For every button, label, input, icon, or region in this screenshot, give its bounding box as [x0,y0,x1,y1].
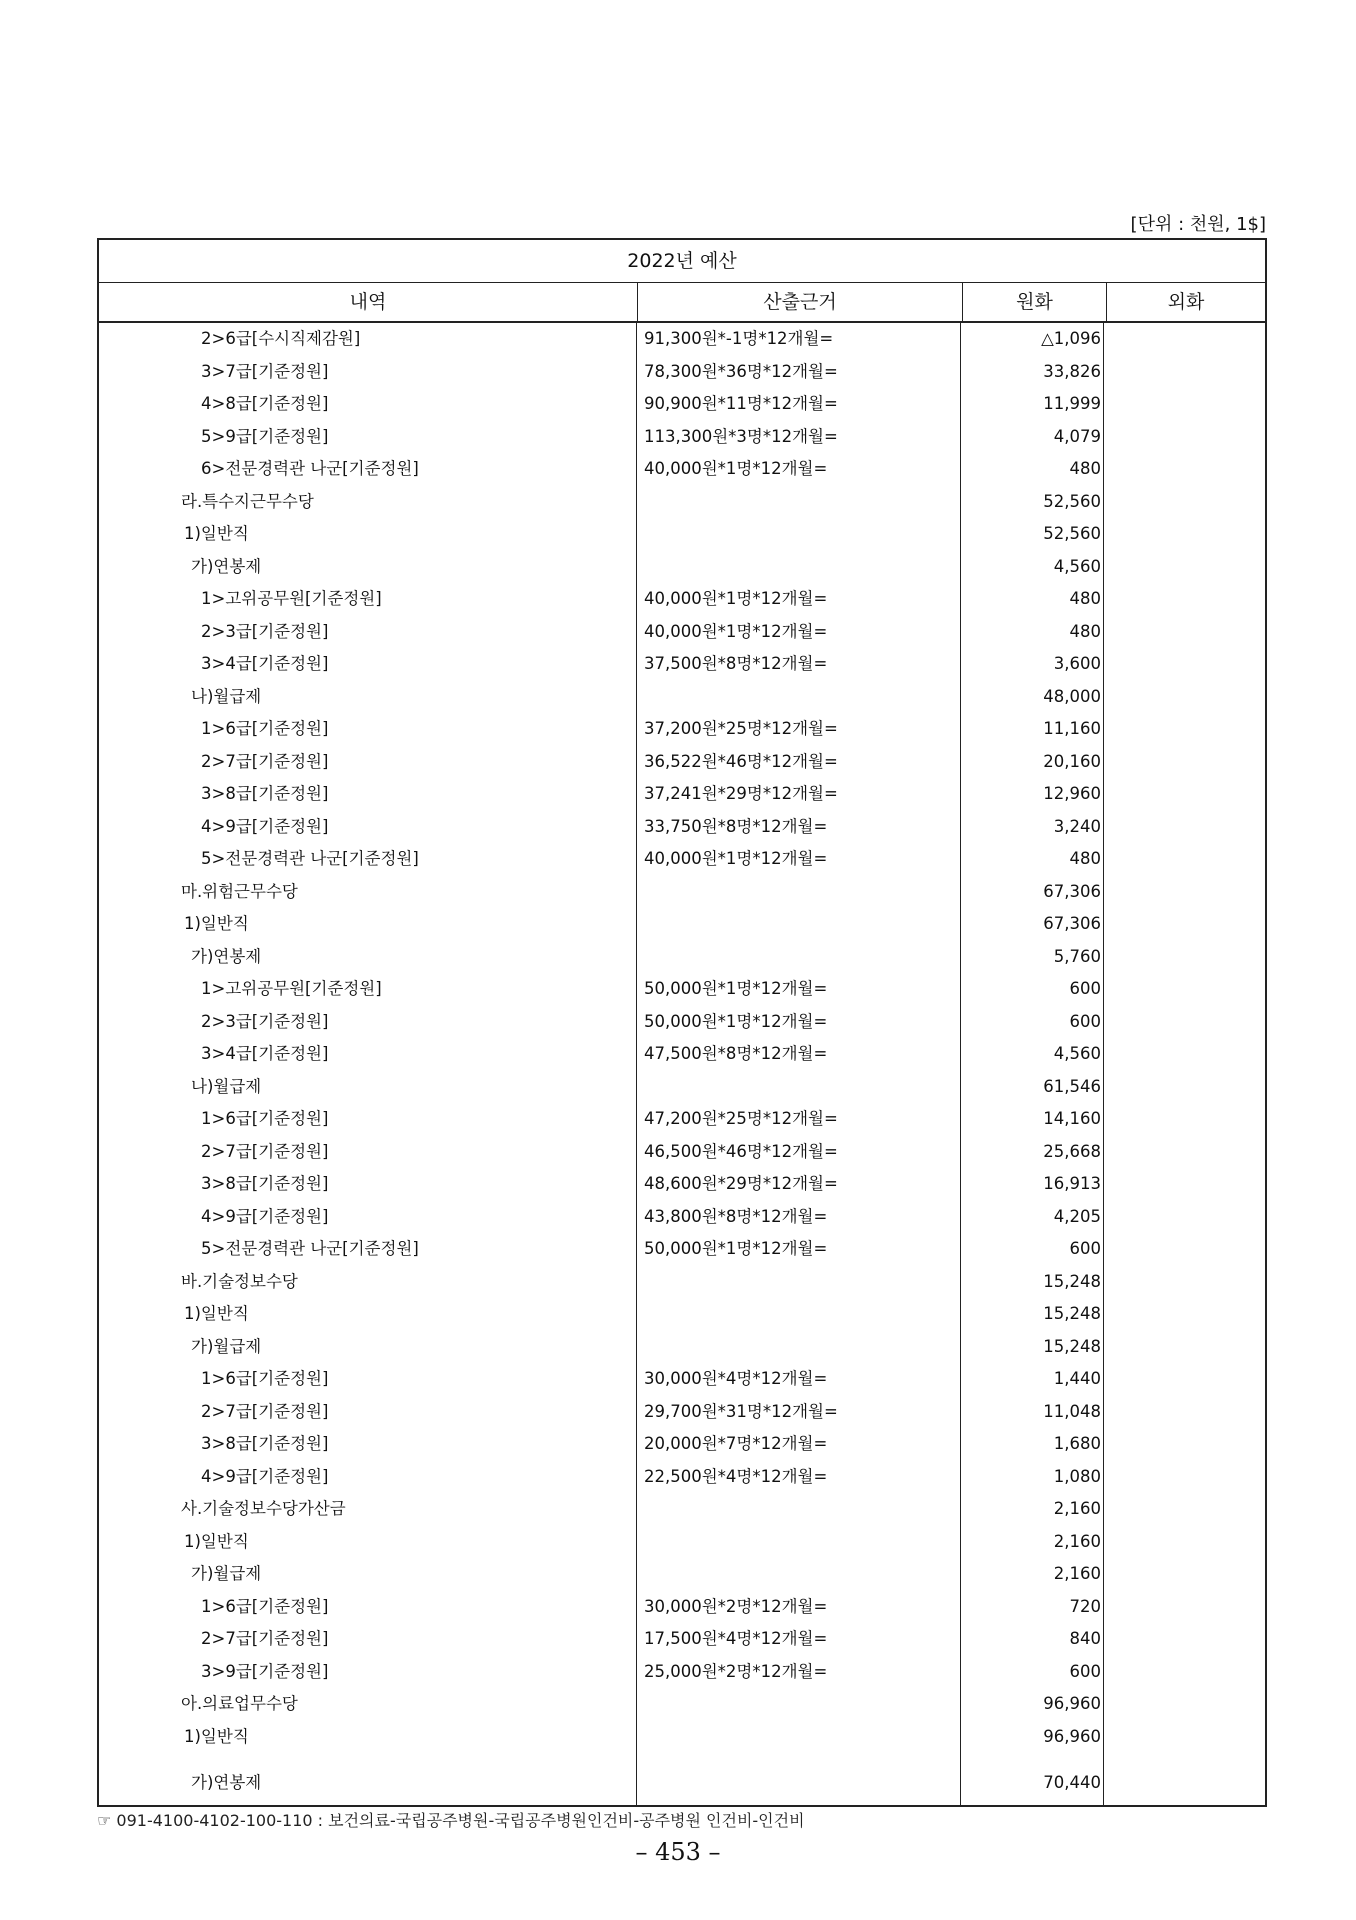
row-basis [637,876,961,909]
row-won: 61,546 [961,1071,1104,1104]
row-won: 600 [961,973,1104,1006]
table-row [99,1493,1265,1526]
row-desc: 2>3급[기준정원] [99,1006,637,1039]
row-foreign [1104,1753,1265,1805]
row-basis: 20,000원*7명*12개월= [637,1428,961,1461]
row-won: 480 [961,616,1104,649]
row-won: 720 [961,1591,1104,1624]
row-foreign [1104,746,1265,779]
row-won: 3,600 [961,648,1104,681]
row-basis: 37,500원*8명*12개월= [637,648,961,681]
row-won: 20,160 [961,746,1104,779]
row-won: 15,248 [961,1298,1104,1331]
table-row [99,616,1265,649]
table-body [99,323,1265,1805]
row-won: 16,913 [961,1168,1104,1201]
table-row [99,1656,1265,1689]
row-desc: 2>7급[기준정원] [99,1623,637,1656]
row-won: 480 [961,453,1104,486]
row-won: 1,440 [961,1363,1104,1396]
header-foreign: 외화 [1167,291,1205,313]
table-row [99,1721,1265,1754]
row-foreign [1104,941,1265,974]
row-desc: 3>8급[기준정원] [99,1428,637,1461]
row-desc: 가)연봉제 [99,551,637,584]
row-foreign [1104,1623,1265,1656]
row-won: 1,680 [961,1428,1104,1461]
row-foreign [1104,518,1265,551]
row-basis [637,1721,961,1754]
row-basis: 78,300원*36명*12개월= [637,356,961,389]
row-foreign [1104,453,1265,486]
row-desc: 1)일반직 [99,518,637,551]
row-won: 480 [961,843,1104,876]
row-basis: 48,600원*29명*12개월= [637,1168,961,1201]
row-basis [637,486,961,519]
table-header [99,283,1265,323]
row-basis: 37,200원*25명*12개월= [637,713,961,746]
table-row [99,973,1265,1006]
table-row [99,518,1265,551]
table-row [99,713,1265,746]
row-won: 4,560 [961,1038,1104,1071]
row-desc: 1)일반직 [99,1721,637,1754]
row-basis: 90,900원*11명*12개월= [637,388,961,421]
row-basis: 30,000원*4명*12개월= [637,1363,961,1396]
row-won: 25,668 [961,1136,1104,1169]
row-basis [637,1266,961,1299]
row-foreign [1104,1493,1265,1526]
row-won: 600 [961,1233,1104,1266]
table-row [99,1428,1265,1461]
row-foreign [1104,1103,1265,1136]
footnote: ☞ 091-4100-4102-100-110 : 보건의료-국립공주병원-국립공주병원인건비-공주병원 인건비-인건비 [97,1811,805,1830]
row-foreign [1104,1168,1265,1201]
row-basis: 30,000원*2명*12개월= [637,1591,961,1624]
row-desc: 6>전문경력관 나군[기준정원] [99,453,637,486]
row-basis [637,1071,961,1104]
row-basis: 50,000원*1명*12개월= [637,973,961,1006]
table-row [99,1201,1265,1234]
table-row [99,1071,1265,1104]
table-row [99,876,1265,909]
row-basis: 36,522원*46명*12개월= [637,746,961,779]
row-desc: 바.기술정보수당 [99,1266,637,1299]
row-won: 52,560 [961,486,1104,519]
row-basis [637,518,961,551]
row-desc: 1>고위공무원[기준정원] [99,583,637,616]
table-row [99,648,1265,681]
row-foreign [1104,811,1265,844]
row-won: 70,440 [961,1753,1104,1805]
row-desc: 1)일반직 [99,908,637,941]
row-desc: 4>8급[기준정원] [99,388,637,421]
row-basis [637,551,961,584]
row-basis [637,1558,961,1591]
row-foreign [1104,876,1265,909]
row-desc: 라.특수지근무수당 [99,486,637,519]
table-row [99,1266,1265,1299]
table-row [99,421,1265,454]
row-won: 3,240 [961,811,1104,844]
row-won: 96,960 [961,1688,1104,1721]
row-won: 11,160 [961,713,1104,746]
row-foreign [1104,1071,1265,1104]
row-foreign [1104,1006,1265,1039]
row-desc: 3>7급[기준정원] [99,356,637,389]
row-foreign [1104,1136,1265,1169]
row-won: 4,560 [961,551,1104,584]
table-row [99,1006,1265,1039]
row-basis [637,1331,961,1364]
table-row [99,1038,1265,1071]
row-won: 11,999 [961,388,1104,421]
row-foreign [1104,1526,1265,1559]
row-basis: 22,500원*4명*12개월= [637,1461,961,1494]
row-desc: 2>7급[기준정원] [99,1136,637,1169]
row-foreign [1104,1233,1265,1266]
row-foreign [1104,1721,1265,1754]
header-won: 원화 [963,283,1107,321]
row-basis: 113,300원*3명*12개월= [637,421,961,454]
row-foreign [1104,1688,1265,1721]
row-won: 840 [961,1623,1104,1656]
row-basis [637,681,961,714]
row-foreign [1104,908,1265,941]
row-desc: 가)월급제 [99,1331,637,1364]
table-row [99,1168,1265,1201]
row-basis: 50,000원*1명*12개월= [637,1233,961,1266]
table-row [99,1298,1265,1331]
table-row [99,453,1265,486]
row-basis: 40,000원*1명*12개월= [637,616,961,649]
row-desc: 3>9급[기준정원] [99,1656,637,1689]
row-won: 4,205 [961,1201,1104,1234]
row-basis: 33,750원*8명*12개월= [637,811,961,844]
row-foreign [1104,1591,1265,1624]
row-basis [637,908,961,941]
row-basis: 40,000원*1명*12개월= [637,843,961,876]
row-foreign [1104,388,1265,421]
table-row [99,1331,1265,1364]
row-foreign [1104,973,1265,1006]
row-basis [637,1493,961,1526]
row-desc: 1)일반직 [99,1526,637,1559]
row-desc: 1>6급[기준정원] [99,1591,637,1624]
table-row [99,1558,1265,1591]
row-basis [637,941,961,974]
row-desc: 2>6급[수시직제감원] [99,323,637,356]
row-desc: 4>9급[기준정원] [99,811,637,844]
row-won: 52,560 [961,518,1104,551]
row-desc: 1>6급[기준정원] [99,1103,637,1136]
row-won: 14,160 [961,1103,1104,1136]
table-row [99,1103,1265,1136]
row-foreign [1104,1656,1265,1689]
row-desc: 3>4급[기준정원] [99,648,637,681]
table-row [99,1136,1265,1169]
row-basis [637,1526,961,1559]
table-row [99,1688,1265,1721]
table-row [99,746,1265,779]
row-foreign [1104,843,1265,876]
row-basis [637,1753,961,1805]
row-foreign [1104,1363,1265,1396]
row-won: 67,306 [961,908,1104,941]
table-row [99,811,1265,844]
row-won: 5,760 [961,941,1104,974]
row-won: 48,000 [961,681,1104,714]
row-foreign [1104,1461,1265,1494]
row-foreign [1104,1428,1265,1461]
table-row [99,583,1265,616]
row-basis: 29,700원*31명*12개월= [637,1396,961,1429]
row-desc: 3>4급[기준정원] [99,1038,637,1071]
row-desc: 3>8급[기준정원] [99,1168,637,1201]
row-basis: 25,000원*2명*12개월= [637,1656,961,1689]
row-basis: 47,500원*8명*12개월= [637,1038,961,1071]
row-foreign [1104,1558,1265,1591]
row-won: 600 [961,1656,1104,1689]
row-desc: 5>전문경력관 나군[기준정원] [99,1233,637,1266]
row-basis: 47,200원*25명*12개월= [637,1103,961,1136]
table-row [99,1623,1265,1656]
row-foreign [1104,421,1265,454]
row-won: 600 [961,1006,1104,1039]
row-desc: 5>9급[기준정원] [99,421,637,454]
row-won: 96,960 [961,1721,1104,1754]
row-foreign [1104,1266,1265,1299]
row-won: 33,826 [961,356,1104,389]
row-won: 2,160 [961,1558,1104,1591]
row-basis: 40,000원*1명*12개월= [637,583,961,616]
table-row [99,941,1265,974]
header-basis: 산출근거 [638,283,963,321]
row-won: 480 [961,583,1104,616]
row-desc: 4>9급[기준정원] [99,1461,637,1494]
row-foreign [1104,1396,1265,1429]
table-row [99,1233,1265,1266]
table-row [99,551,1265,584]
row-foreign [1104,1331,1265,1364]
row-foreign [1104,648,1265,681]
row-foreign [1104,486,1265,519]
table-row [99,908,1265,941]
row-desc: 3>8급[기준정원] [99,778,637,811]
row-desc: 아.의료업무수당 [99,1688,637,1721]
row-desc: 5>전문경력관 나군[기준정원] [99,843,637,876]
row-foreign [1104,713,1265,746]
budget-table [97,238,1267,1807]
row-won: 11,048 [961,1396,1104,1429]
table-row [99,486,1265,519]
table-row [99,1396,1265,1429]
row-won: 4,079 [961,421,1104,454]
row-foreign [1104,583,1265,616]
table-row [99,778,1265,811]
table-row [99,1591,1265,1624]
table-row [99,388,1265,421]
row-desc: 2>3급[기준정원] [99,616,637,649]
row-foreign [1104,1201,1265,1234]
table-row [99,356,1265,389]
row-desc: 나)월급제 [99,681,637,714]
row-foreign [1104,616,1265,649]
row-won: 15,248 [961,1331,1104,1364]
row-desc: 1)일반직 [99,1298,637,1331]
row-basis [637,1688,961,1721]
row-basis: 37,241원*29명*12개월= [637,778,961,811]
row-basis: 43,800원*8명*12개월= [637,1201,961,1234]
row-desc: 가)월급제 [99,1558,637,1591]
row-desc: 2>7급[기준정원] [99,1396,637,1429]
row-foreign [1104,778,1265,811]
table-row [99,681,1265,714]
row-foreign [1104,551,1265,584]
row-desc: 마.위험근무수당 [99,876,637,909]
table-row [99,1363,1265,1396]
table-row [99,1526,1265,1559]
row-won: 15,248 [961,1266,1104,1299]
row-won: 2,160 [961,1493,1104,1526]
table-caption: 2022년 예산 [99,240,1265,283]
row-basis: 50,000원*1명*12개월= [637,1006,961,1039]
row-desc: 나)월급제 [99,1071,637,1104]
row-desc: 1>6급[기준정원] [99,713,637,746]
row-foreign [1104,1298,1265,1331]
row-won: △1,096 [961,323,1104,356]
row-desc: 가)연봉제 [99,1753,637,1805]
row-basis: 40,000원*1명*12개월= [637,453,961,486]
row-desc: 사.기술정보수당가산금 [99,1493,637,1526]
table-row [99,843,1265,876]
row-desc: 4>9급[기준정원] [99,1201,637,1234]
row-desc: 1>고위공무원[기준정원] [99,973,637,1006]
row-desc: 2>7급[기준정원] [99,746,637,779]
row-basis: 17,500원*4명*12개월= [637,1623,961,1656]
row-basis: 91,300원*-1명*12개월= [637,323,961,356]
row-won: 12,960 [961,778,1104,811]
row-foreign [1104,681,1265,714]
row-foreign [1104,1038,1265,1071]
row-basis: 46,500원*46명*12개월= [637,1136,961,1169]
row-desc: 가)연봉제 [99,941,637,974]
row-desc: 1>6급[기준정원] [99,1363,637,1396]
row-won: 1,080 [961,1461,1104,1494]
row-won: 2,160 [961,1526,1104,1559]
row-won: 67,306 [961,876,1104,909]
row-foreign [1104,356,1265,389]
table-row [99,1461,1265,1494]
row-foreign [1104,323,1265,356]
header-desc: 내역 [99,283,638,321]
table-row [99,323,1265,356]
table-row [99,1753,1265,1805]
page-number: – 453 – [635,1838,721,1866]
unit-label: [단위 : 천원, 1$] [1130,214,1266,235]
row-basis [637,1298,961,1331]
